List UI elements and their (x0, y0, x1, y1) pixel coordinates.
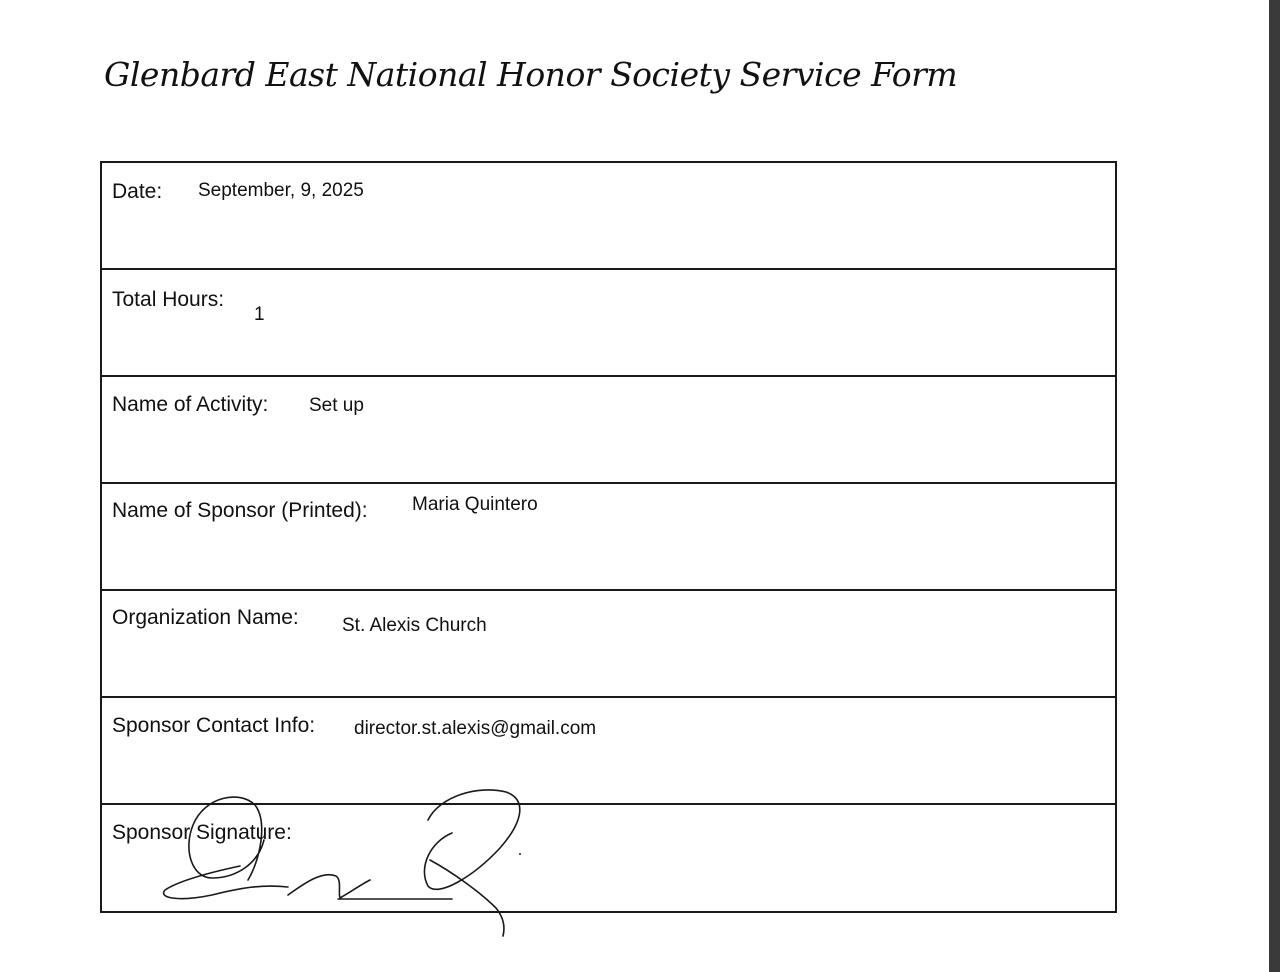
date-label: Date: (112, 180, 163, 203)
activity-label: Name of Activity: (112, 393, 269, 416)
window-edge (1269, 0, 1280, 972)
contact-info-row (102, 698, 1115, 805)
signature-label: Sponsor Signature: (112, 821, 292, 844)
contact-info-label: Sponsor Contact Info: (112, 714, 316, 737)
organization-row (102, 591, 1115, 698)
form-title: Glenbard East National Honor Society Service Form (104, 55, 958, 94)
total-hours-value[interactable]: 1 (254, 304, 265, 325)
activity-row (102, 377, 1115, 484)
sponsor-name-label: Name of Sponsor (Printed): (112, 499, 368, 522)
service-form-table (100, 161, 1117, 913)
date-row (102, 163, 1115, 270)
activity-value[interactable]: Set up (309, 395, 364, 416)
organization-label: Organization Name: (112, 606, 299, 629)
total-hours-row (102, 270, 1115, 377)
total-hours-label: Total Hours: (112, 288, 225, 311)
sponsor-name-row (102, 484, 1115, 591)
organization-value[interactable]: St. Alexis Church (342, 615, 487, 636)
date-value[interactable]: September, 9, 2025 (198, 180, 364, 201)
signature-row (102, 805, 1115, 911)
contact-info-value[interactable]: director.st.alexis@gmail.com (354, 718, 597, 739)
sponsor-name-value[interactable]: Maria Quintero (412, 494, 538, 515)
